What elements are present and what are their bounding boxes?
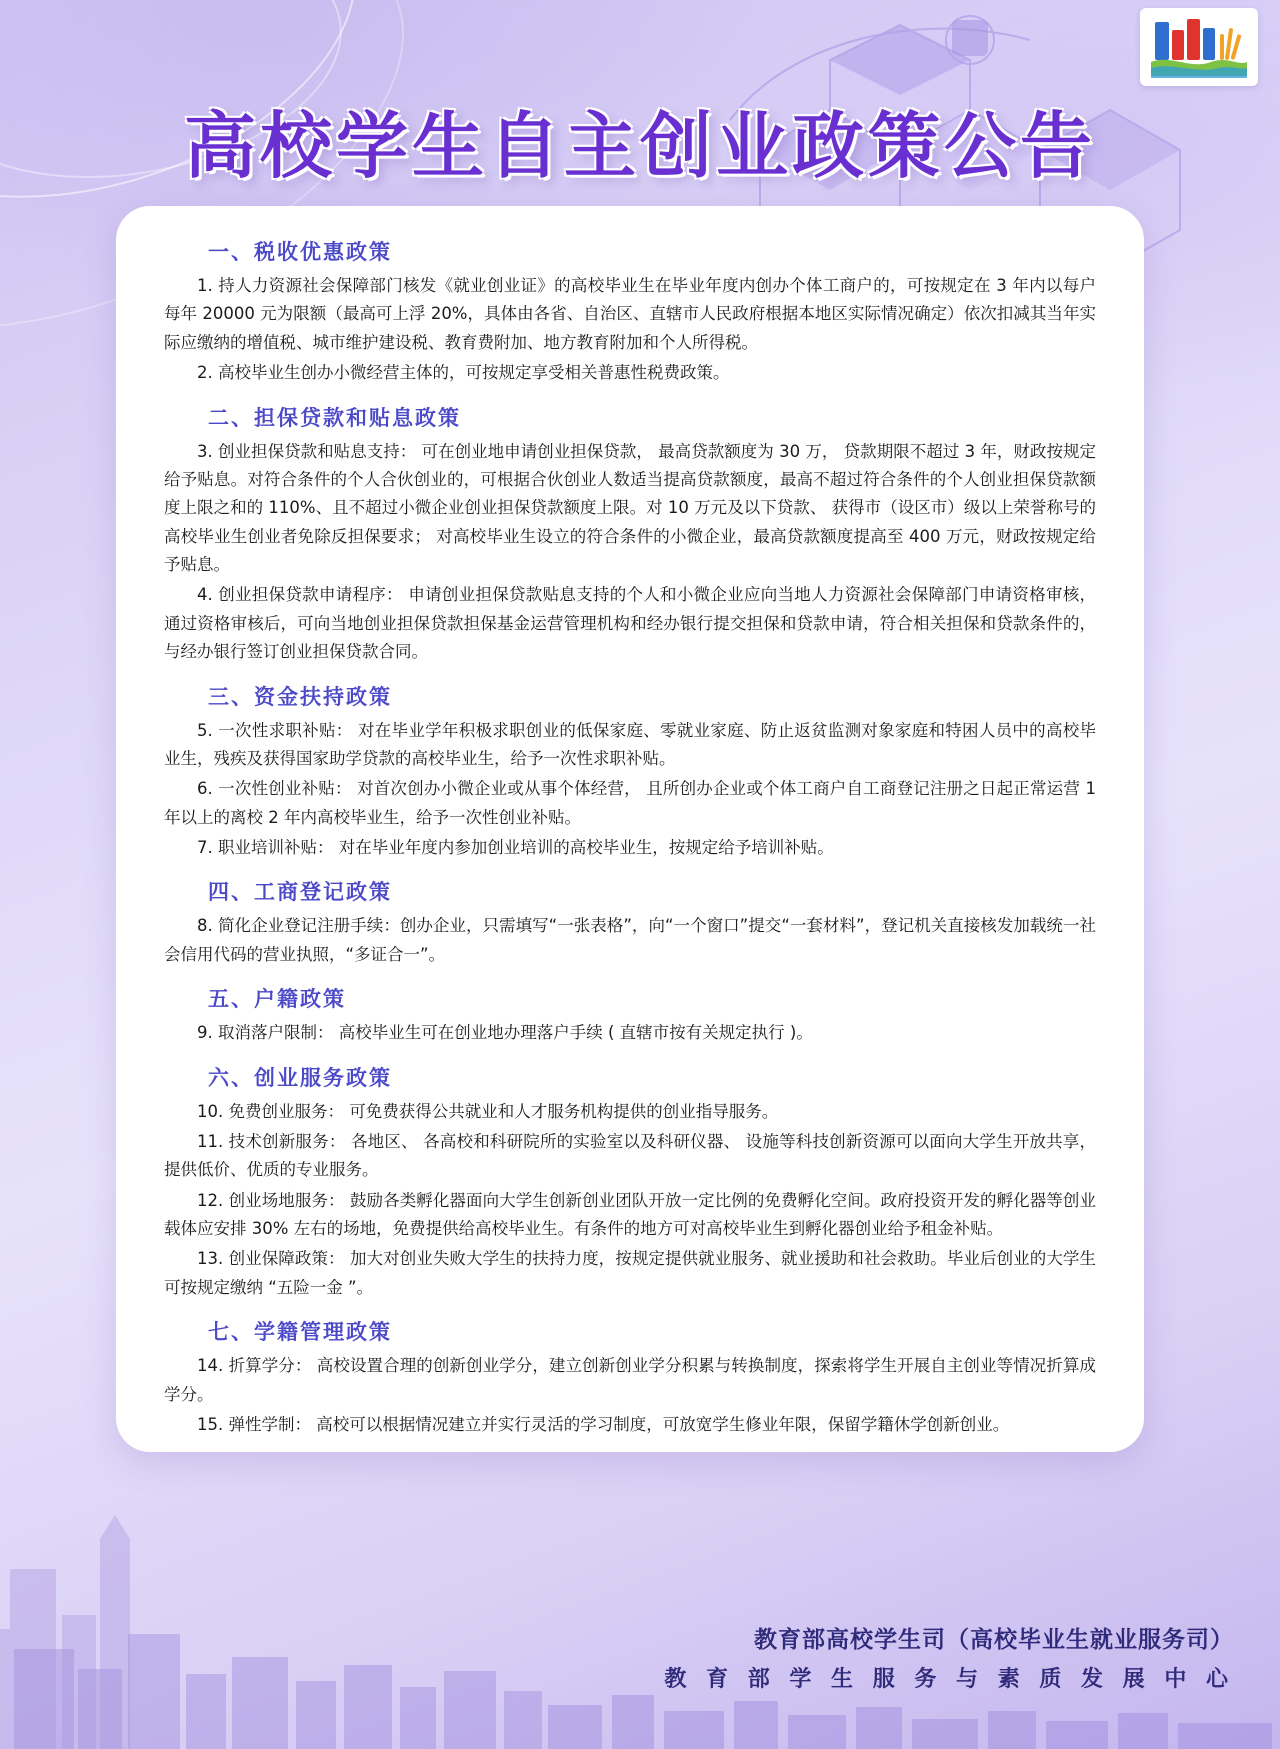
section-heading: 二、担保贷款和贴息政策 — [208, 405, 461, 430]
footer-line-2: 教 育 部 学 生 服 务 与 素 质 发 展 中 心 — [664, 1667, 1234, 1692]
section-heading: 一、税收优惠政策 — [208, 240, 392, 264]
section-heading: 五、户籍政策 — [208, 987, 346, 1012]
policy-card — [116, 206, 1144, 1452]
policy-paragraph: 4. 创业担保贷款申请程序： 申请创业担保贷款贴息支持的个人和小微企业应向当地人力资源社会保障部门申请资格审核，通过资格审核后，可向当地创业担保贷款担保基金运营管理机构和经办银行提交担保和贷款申请，符合相关担保和贷款条件的，与经办银行签订创业担保贷款合同。 — [164, 585, 1096, 662]
policy-paragraph: 7. 职业培训补贴： 对在毕业年度内参加创业培训的高校毕业生，按规定给予培训补贴。 — [197, 838, 834, 857]
education-logo-icon — [1151, 16, 1247, 78]
policy-paragraph: 10. 免费创业服务： 可免费获得公共就业和人才服务机构提供的创业指导服务。 — [197, 1101, 779, 1121]
policy-paragraph: 8. 简化企业登记注册手续：创办企业，只需填写“一张表格”，向“一个窗口”提交“一套材料”，登记机关直接核发加载统一社会信用代码的营业执照，“多证合一”。 — [164, 916, 1096, 964]
section-heading: 六、创业服务政策 — [208, 1065, 392, 1090]
policy-paragraph: 14. 折算学分： 高校设置合理的创新创业学分，建立创新创业学分积累与转换制度，探索将学生开展自主创业等情况折算成学分。 — [164, 1356, 1096, 1404]
section-heading: 七、学籍管理政策 — [208, 1320, 392, 1345]
policy-paragraph: 9. 取消落户限制： 高校毕业生可在创业地办理落户手续 ( 直辖市按有关规定执行 )。 — [197, 1023, 813, 1043]
logo-box — [1140, 8, 1258, 86]
policy-paragraph: 15. 弹性学制： 高校可以根据情况建立并实行灵活的学习制度，可放宽学生修业年限，保留学籍休学创新创业。 — [197, 1414, 1010, 1434]
policy-paragraph: 2. 高校毕业生创办小微经营主体的，可按规定享受相关普惠性税费政策。 — [197, 363, 730, 383]
policy-paragraph: 6. 一次性创业补贴： 对首次创办小微企业或从事个体经营， 且所创办企业或个体工商户自工商登记注册之日起正常运营 1 年以上的离校 2 年内高校毕业生，给予一次性创业补贴。 — [164, 779, 1096, 827]
policy-paragraph: 12. 创业场地服务： 鼓励各类孵化器面向大学生创新创业团队开放一定比例的免费孵化空间。政府投资开发的孵化器等创业载体应安排 30% 左右的场地，免费提供给高校毕业生。有条件的地方可对高校毕业生到孵化器创业给予租金补贴。 — [164, 1190, 1096, 1238]
section-heading: 三、资金扶持政策 — [208, 684, 392, 709]
policy-paragraph: 1. 持人力资源社会保障部门核发《就业创业证》的高校毕业生在毕业年度内创办个体工商户的，可按规定在 3 年内以每户每年 20000 元为限额（最高可上浮 20%，具体由各省、自治区、直辖市人民政府根据本地区实际情况确定）依次扣减其当年实际应缴纳的增值税、城市维护建设税、教育费附加、地方教育附加和个人所得税。 — [164, 276, 1096, 352]
policy-paragraph: 11. 技术创新服务： 各地区、 各高校和科研院所的实验室以及科研仪器、 设施等科技创新资源可以面向大学生开放共享，提供低价、优质的专业服务。 — [164, 1131, 1096, 1180]
footer — [664, 1621, 1234, 1693]
policy-paragraph: 3. 创业担保贷款和贴息支持： 可在创业地申请创业担保贷款， 最高贷款额度为 30 万， 贷款期限不超过 3 年，财政按规定给予贴息。对符合条件的个人合伙创业的，可根据合伙创业人数适当提高贷款额度，最高不超过符合条件的个人创业担保贷款额度上限之和的 110%、且不超过小微企业创业担保贷款额度上限。对 10 万元及以下贷款、 获得市（设区市）级以上荣誉称号的高校毕业生创业者免除反担保要求； 对高校毕业生设立的符合条件的小微企业，最高贷款额度提高至 400 万元，财政按规定给予贴息。 — [164, 441, 1096, 574]
section-heading: 四、工商登记政策 — [208, 880, 392, 905]
page-title: 高校学生自主创业政策公告 — [183, 104, 1096, 188]
city-skyline-decoration-icon — [0, 1419, 1280, 1749]
policy-paragraph: 5. 一次性求职补贴： 对在毕业学年积极求职创业的低保家庭、零就业家庭、防止返贫监测对象家庭和特困人员中的高校毕业生，残疾及获得国家助学贷款的高校毕业生，给予一次性求职补贴。 — [164, 720, 1096, 768]
policy-paragraph: 13. 创业保障政策： 加大对创业失败大学生的扶持力度，按规定提供就业服务、就业援助和社会救助。毕业后创业的大学生可按规定缴纳 “五险一金 ”。 — [164, 1249, 1096, 1297]
footer-line-1: 教育部高校学生司（高校毕业生就业服务司） — [754, 1627, 1234, 1653]
